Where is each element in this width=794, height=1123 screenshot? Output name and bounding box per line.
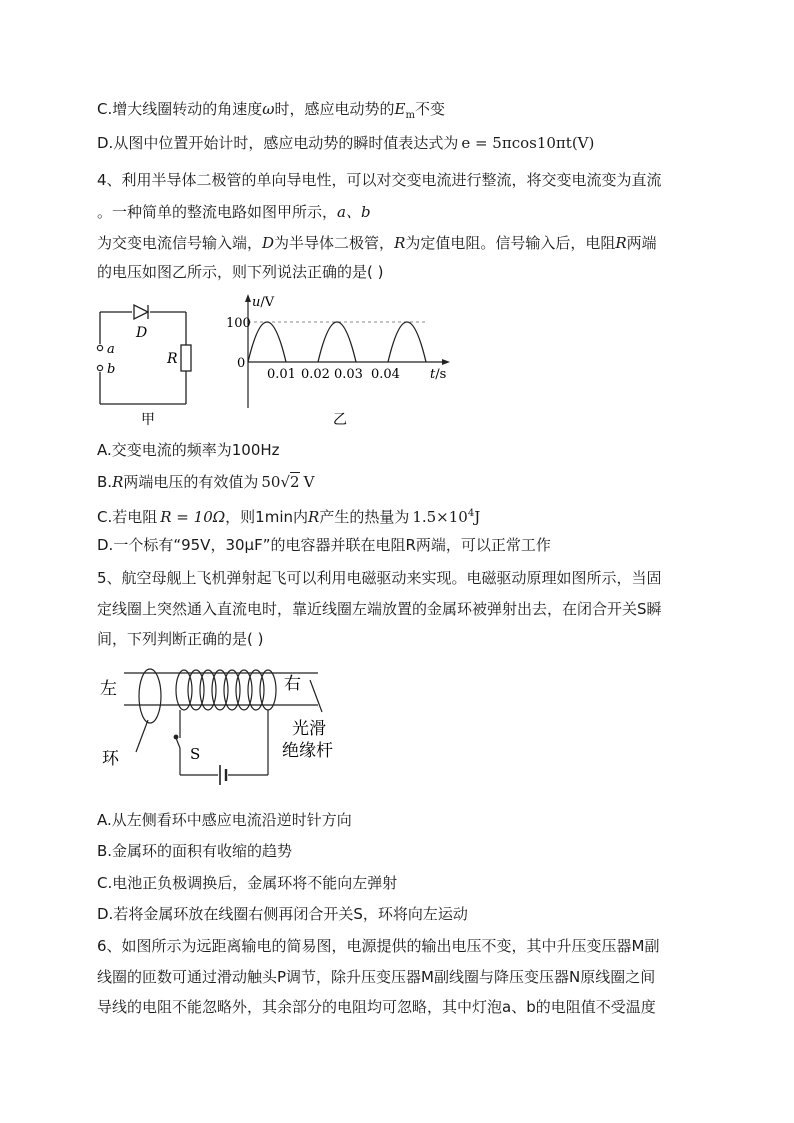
option-text: ，则1min内 <box>225 508 309 526</box>
q4-stem-line2 <box>97 202 371 222</box>
label-d: D <box>136 325 148 341</box>
tick-003: 0.03 <box>334 367 363 382</box>
q5-stem-line3: 间，下列判断正确的是( ) <box>97 630 264 648</box>
resistor-symbol: R <box>308 508 320 526</box>
sqrt-sign: √ <box>280 473 291 491</box>
option-text: 时，感应电动势的 <box>274 100 395 118</box>
q5-option-c: C.电池正负极调换后，金属环将不能向左弹射 <box>97 874 398 892</box>
caption-yi: 乙 <box>333 412 347 428</box>
equation: R = 10Ω <box>160 508 226 526</box>
option-text: 两端电压的有效值为 <box>123 473 259 491</box>
coil-figure <box>92 660 352 800</box>
option-text: C.若电阻 <box>97 508 158 526</box>
label-insulating-rod: 绝缘杆 <box>282 741 333 761</box>
resistor-symbol: R <box>394 234 406 252</box>
option-text: 产生的热量为 <box>319 508 410 526</box>
q6-stem-line1: 6、如图所示为远距离输电的简易图，电源提供的输出电压不变，其中升压变压器M副 <box>97 937 660 955</box>
label-switch-s: S <box>190 745 201 763</box>
tick-001: 0.01 <box>267 367 296 382</box>
q4-option-c <box>97 504 480 527</box>
prev-option-c <box>97 99 445 126</box>
exponent: 4 <box>467 508 475 519</box>
unit: J <box>474 508 481 526</box>
emf-symbol: E <box>394 100 406 118</box>
waveform-figure-yi <box>226 290 456 430</box>
q4-option-d: D.一个标有“95V，30μF”的电容器并联在电阻R两端，可以正常工作 <box>97 536 551 554</box>
stem-text: 为定值电阻。信号输入后，电阻 <box>405 234 616 252</box>
q5-option-a: A.从左侧看环中感应电流沿逆时针方向 <box>97 811 352 829</box>
q4-option-a: A.交变电流的频率为100Hz <box>97 441 280 459</box>
tick-002: 0.02 <box>301 367 330 382</box>
q4-stem-line1: 4、利用半导体二极管的单向导电性，可以对交变电流进行整流，将交变电流变为直流 <box>97 171 662 189</box>
q4-stem-line3 <box>97 233 657 253</box>
axis-label-u: u/V <box>252 295 275 310</box>
stem-text: 。一种简单的整流电路如图甲所示， <box>97 203 338 221</box>
omega-symbol: ω <box>262 100 275 118</box>
caption-jia: 甲 <box>141 412 155 428</box>
tick-100: 100 <box>226 316 251 331</box>
label-b: b <box>107 362 116 377</box>
option-text: C.增大线圈转动的角速度 <box>97 100 263 118</box>
tick-004: 0.04 <box>371 367 400 382</box>
stem-text: 两端 <box>626 234 657 252</box>
value: 50 <box>261 473 281 491</box>
q4-stem-line4: 的电压如图乙所示，则下列说法正确的是( ) <box>97 263 384 281</box>
circuit-figure-jia <box>92 296 202 432</box>
label-right: 右 <box>284 674 301 694</box>
stem-text: 为半导体二极管， <box>274 234 395 252</box>
resistor-symbol: R <box>112 473 124 491</box>
sqrt-radicand: 2 <box>290 473 300 491</box>
label-left: 左 <box>100 679 117 699</box>
diode-symbol: D <box>262 234 275 252</box>
axis-label-t: t/s <box>430 367 447 382</box>
option-text: 不变 <box>414 100 445 118</box>
resistor-symbol: R <box>615 234 627 252</box>
option-text: D.从图中位置开始计时，感应电动势的瞬时值表达式为 <box>97 134 459 152</box>
q6-stem-line3: 导线的电阻不能忽略外，其余部分的电阻均可忽略，其中灯泡a、b的电阻值不受温度 <box>97 998 656 1016</box>
q4-option-b <box>97 472 314 492</box>
emf-subscript: m <box>405 110 415 121</box>
value: 1.5×10 <box>412 508 468 526</box>
prev-option-d <box>97 133 594 153</box>
formula: e = 5πcos10πt(V) <box>461 134 595 152</box>
unit: V <box>303 473 315 491</box>
label-ring: 环 <box>102 749 119 769</box>
label-r: R <box>167 351 178 367</box>
tick-0: 0 <box>237 356 246 371</box>
q5-option-b: B.金属环的面积有收缩的趋势 <box>97 842 293 860</box>
q5-stem-line1: 5、航空母舰上飞机弹射起飞可以利用电磁驱动来实现。电磁驱动原理如图所示，当固 <box>97 569 662 587</box>
label-a: a <box>107 342 115 357</box>
q5-option-d: D.若将金属环放在线圈右侧再闭合开关S，环将向左运动 <box>97 905 468 923</box>
option-letter: B. <box>97 473 113 491</box>
terminals-ab: a、b <box>337 203 371 221</box>
stem-text: 为交变电流信号输入端， <box>97 234 263 252</box>
q6-stem-line2: 线圈的匝数可通过滑动触头P调节，除升压变压器M副线圈与降压变压器N原线圈之间 <box>97 968 656 986</box>
q5-stem-line2: 定线圈上突然通入直流电时，靠近线圈左端放置的金属环被弹射出去，在闭合开关S瞬 <box>97 600 662 618</box>
label-smooth: 光滑 <box>292 719 326 739</box>
